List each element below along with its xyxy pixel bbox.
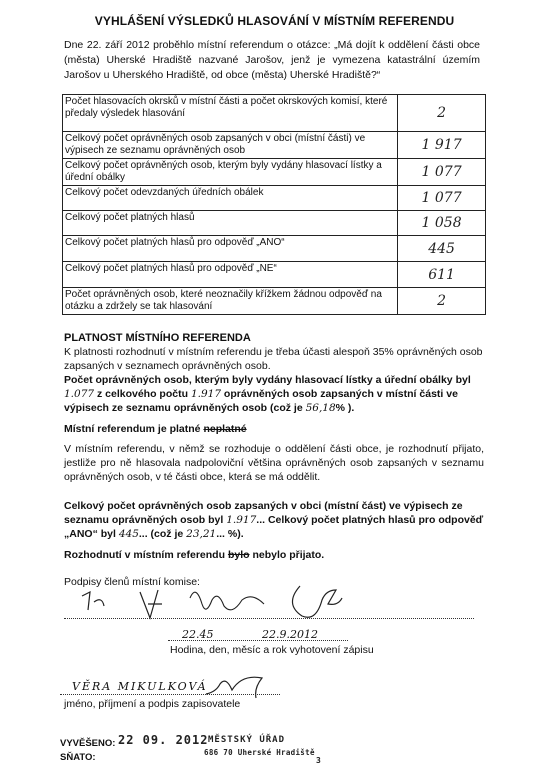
summary-text-1: Celkový počet oprávněných osob zapsaných v obci (místní část) ve výpisech ze seznamu oprávněných osob byl: [64, 500, 463, 526]
document-title: VYHLÁŠENÍ VÝSLEDKŮ HLASOVÁNÍ V MÍSTNÍM REFERENDU: [94, 14, 455, 28]
results-row-value: 2: [398, 95, 486, 132]
turnout-total: 1.917: [190, 388, 221, 400]
handwritten-date: 22.9.2012: [262, 628, 318, 641]
committee-signatures: [60, 578, 360, 628]
posted-date-stamp: 22 09. 2012: [118, 733, 209, 747]
validity-text: K platnosti rozhodnutí v místním referendu je třeba účasti alespoň 35% oprávněných osob zapsaných v seznamech oprávněných osob.: [64, 346, 483, 372]
validity-turnout: [64, 373, 484, 415]
handwritten-time: 22.45: [182, 628, 214, 641]
date-line: [168, 640, 348, 641]
validity-word: neplatné: [203, 423, 247, 435]
date-caption: Hodina, den, měsíc a rok vyhotovení zápisu: [170, 644, 374, 656]
results-row: [63, 132, 486, 159]
summary-total: 1.917: [226, 514, 257, 526]
decision-suffix: nebylo přijato.: [252, 549, 325, 561]
results-row-value: 1 077: [398, 159, 486, 186]
results-row-value: 1 058: [398, 211, 486, 236]
decision-rule-paragraph: V místním referendu, v němž se rozhoduje o oddělení části obce, je rozhodnutí přijato, jestliže pro ně hlasovala nadpoloviční většina oprávněných osob zapsaných v seznamu oprávněných osob, v té části obce, která se má oddělit.: [64, 443, 484, 483]
results-row-label: Celkový počet platných hlasů pro odpověď „ANO“: [63, 236, 398, 262]
turnout-text-3: oprávněných osob zapsaných v místní části ve výpisech ze seznamu oprávněných osob (což je: [64, 388, 458, 414]
results-row-value: 1 917: [398, 132, 486, 159]
turnout-text-1: Počet oprávněných osob, kterým byly vydány hlasovací lístky a úřední obálky byl: [64, 374, 471, 386]
decision-prefix: Rozhodnutí v místním referendu: [64, 549, 226, 561]
results-row-label: Počet oprávněných osob, které neoznačily křížkem žádnou odpověď na otázku a zdržely se tak hlasování: [63, 288, 398, 315]
results-row-label: Celkový počet oprávněných osob, kterým byly vydány hlasovací lístky a úřední obálky: [63, 159, 398, 186]
turnout-percent: 56,18: [305, 402, 336, 414]
results-row-value: 445: [398, 236, 486, 262]
results-row-label: Celkový počet odevzdaných úředních obálek: [63, 186, 398, 211]
validity-label: Místní referendum je platné: [64, 423, 201, 435]
results-row-label: Celkový počet platných hlasů pro odpověď „NE“: [63, 262, 398, 288]
results-row: [63, 211, 486, 236]
turnout-text-4: % ).: [335, 402, 355, 414]
results-table: [62, 94, 486, 315]
turnout-issued: 1.077: [64, 388, 95, 400]
office-stamp-line2: 686 70 Uherské Hradiště: [204, 748, 315, 757]
summary-yes-percent: 23,21: [186, 528, 217, 540]
summary-text-3: ... (což je: [138, 528, 184, 540]
summary-yes: 445: [118, 528, 139, 540]
results-row: [63, 288, 486, 315]
recorder-name: VĚRA MIKULKOVÁ: [72, 680, 208, 693]
posted-label: VYVĚŠENO:: [60, 738, 116, 749]
office-stamp-line1: MĚSTSKÝ ÚŘAD: [208, 735, 286, 745]
summary-text-2: ... Celkový počet platných hlasů pro odpověď „ANO“ byl: [64, 514, 484, 540]
recorder-caption: jméno, příjmení a podpis zapisovatele: [64, 698, 241, 710]
summary-paragraph: [64, 499, 484, 541]
results-row-label: Celkový počet oprávněných osob zapsaných v obci (místní části) ve výpisech ze seznamu oprávněných osob: [63, 132, 398, 159]
results-row-value: 611: [398, 262, 486, 288]
signatures-label: Podpisy členů místní komise:: [64, 576, 200, 588]
results-row: [63, 262, 486, 288]
validity-heading: PLATNOST MÍSTNÍHO REFERENDA: [64, 332, 251, 344]
results-row-label: Počet hlasovacích okrsků v místní části a počet okrskových komisí, které předaly výsledek hlasování: [63, 95, 398, 132]
decision-line: [64, 548, 484, 562]
decision-struck: bylo: [227, 549, 250, 561]
removed-label: SŇATO:: [60, 752, 96, 763]
results-row: [63, 95, 486, 132]
results-row: [63, 159, 486, 186]
results-row-value: 1 077: [398, 186, 486, 211]
recorder-line: [60, 694, 280, 695]
recorder-signature: [200, 670, 280, 700]
office-stamp-number: 3: [316, 756, 322, 765]
results-row: [63, 186, 486, 211]
signature-line: [64, 618, 474, 619]
results-row-label: Celkový počet platných hlasů: [63, 211, 398, 236]
results-row: [63, 236, 486, 262]
intro-paragraph: Dne 22. září 2012 proběhlo místní referendum o otázce: „Má dojít k oddělení části obce (města) Uherské Hradiště nazvané Jarošov, jenž je vymezena katastrální územím Jarošov u Uherského Hradiště, od obce (města) Uherské Hradiště?“: [64, 39, 480, 81]
results-row-value: 2: [398, 288, 486, 315]
turnout-text-2: z celkového počtu: [96, 388, 189, 400]
summary-text-4: ... %).: [216, 528, 244, 540]
validity-result: [64, 422, 484, 436]
